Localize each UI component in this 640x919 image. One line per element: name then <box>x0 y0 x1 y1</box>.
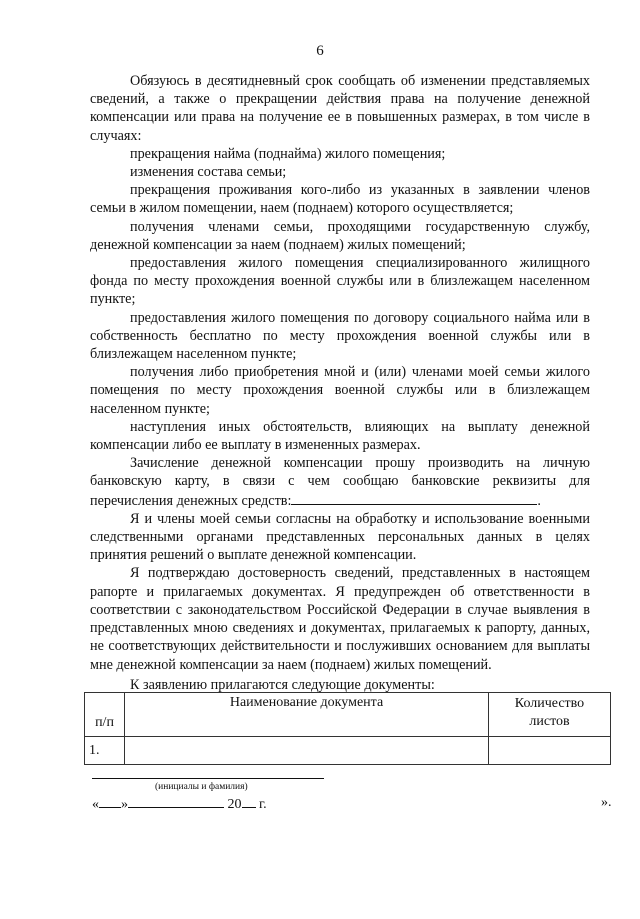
documents-table <box>84 692 611 765</box>
bank-details-field[interactable] <box>291 491 537 505</box>
closing-quote: ». <box>601 795 612 810</box>
case-item: получения либо приобретения мной и (или) членами моей семьи жилого помещения по месту прохождения военной службы или в близлежащем населенном пункте; <box>90 364 590 417</box>
header-cell-count: Количество листов <box>489 693 611 737</box>
quote-close: » <box>121 797 128 812</box>
case-item: прекращения проживания кого-либо из указанных в заявлении членов семьи в жилом помещении, наем (поднаем) которого осуществляется; <box>90 182 590 217</box>
month-field[interactable] <box>128 795 224 808</box>
signature-line[interactable] <box>92 778 324 779</box>
case-item: получения членами семьи, проходящими государственную службу, денежной компенсации за наем (поднаем) жилых помещений; <box>90 218 590 253</box>
bank-end: . <box>537 492 541 509</box>
case-item: изменения состава семьи; <box>130 164 287 181</box>
row-name-cell[interactable] <box>125 737 489 765</box>
row-count-cell[interactable] <box>489 737 611 765</box>
document-body <box>90 72 590 694</box>
case-item: наступления иных обстоятельств, влияющих на выплату денежной компенсации либо ее выплату в измененных размерах. <box>90 418 590 454</box>
day-field[interactable] <box>99 795 121 808</box>
bank-paragraph <box>90 454 590 510</box>
signature-caption: (инициалы и фамилия) <box>155 782 248 792</box>
bank-text: Зачисление денежной компенсации прошу производить на личную банковскую карту, в связи с чем сообщаю банковские реквизиты для перечисления денежных средств: <box>90 455 590 509</box>
table-header-row <box>85 693 611 737</box>
case-item: предоставления жилого помещения специализированного жилищного фонда по месту прохождения военной службы или в близлежащем населенном пункте; <box>90 255 590 308</box>
year-field[interactable] <box>242 795 256 808</box>
year-prefix: 20 <box>227 797 242 812</box>
obligation-paragraph: Обязуюсь в десятидневный срок сообщать об изменении представляемых сведений, а также о прекращении действия права на получение денежной компенсации или права на получение ее в повышенных размерах, в том числе в случаях: <box>90 73 590 144</box>
date-line <box>92 795 267 813</box>
case-item: прекращения найма (поднайма) жилого помещения; <box>130 145 446 162</box>
quote-open: « <box>92 797 99 812</box>
row-number-cell: 1. <box>85 737 125 765</box>
consent-paragraph: Я и члены моей семьи согласны на обработку и использование военными следственными органами представленных персональных данных в целях принятия решений о выплате денежной компенсации. <box>90 510 590 564</box>
table-row <box>85 737 611 765</box>
docs-intro: К заявлению прилагаются следующие документы: <box>130 676 435 693</box>
case-item: предоставления жилого помещения по договору социального найма или в собственность бесплатно по месту прохождения военной службы или в близлежащем населенном пункте; <box>90 309 590 363</box>
confirm-paragraph: Я подтверждаю достоверность сведений, представленных в настоящем рапорте и прилагаемых документах. Я предупрежден об ответственности в соответствии с законодательством Российской Федерации в случае выявления в представленных мною сведениях и документах, прилагаемых к рапорту, данных, не соответствующих действительности и послуживших основанием для выплаты мне денежной компенсации за наем (поднаем) жилых помещений. <box>90 565 590 673</box>
header-cell-name: Наименование документа <box>125 693 489 737</box>
page-number: 6 <box>316 43 324 59</box>
year-suffix: г. <box>259 797 267 812</box>
header-cell-number: п/п <box>85 693 125 737</box>
